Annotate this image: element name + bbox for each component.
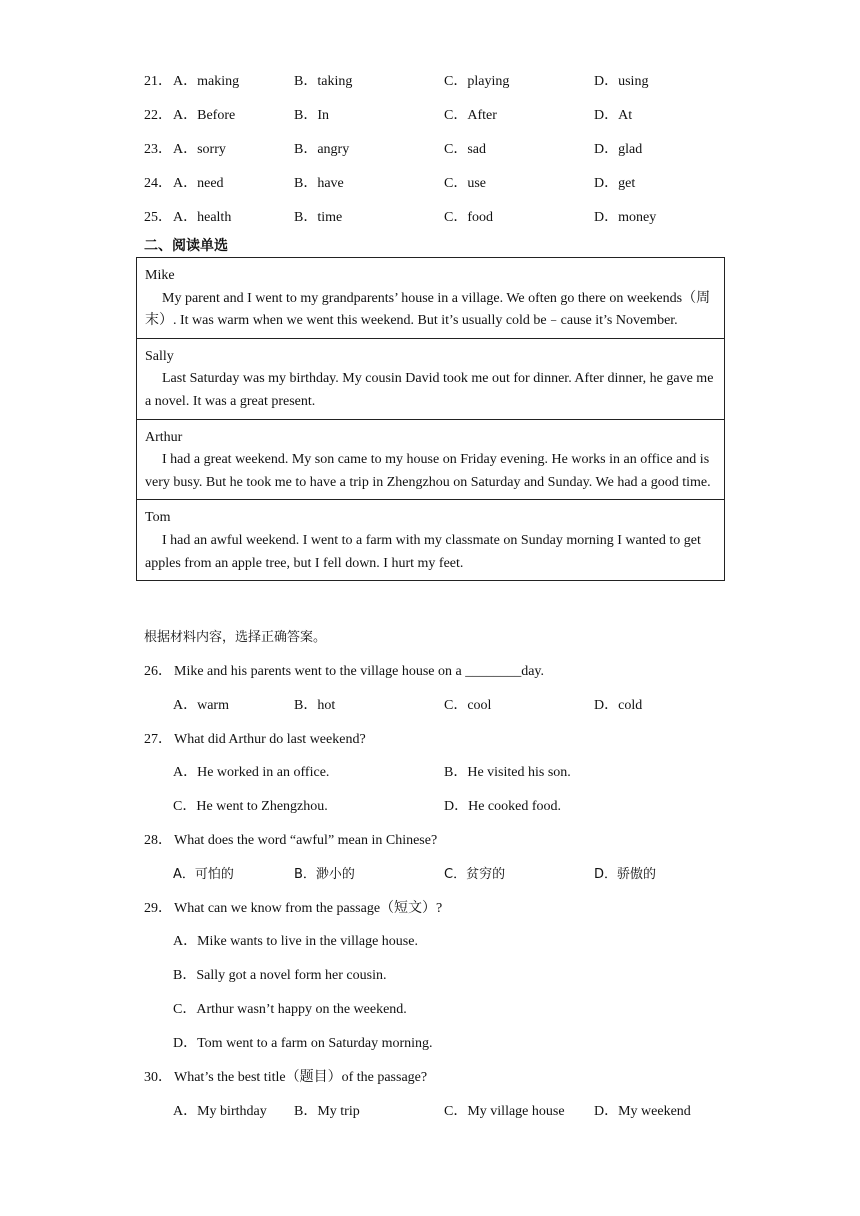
option-d: D．money — [594, 210, 657, 225]
passage-speaker: Arthur — [145, 429, 183, 445]
option-d: D．At — [594, 108, 633, 123]
question-number: 24． — [144, 176, 172, 191]
option-b: B．He visited his son. — [444, 765, 571, 780]
instruction-text: 根据材料内容，选择正确答案。 — [144, 630, 327, 645]
option-c: C．sad — [444, 142, 486, 157]
question-number: 25． — [144, 210, 172, 225]
question-number: 27． — [144, 732, 172, 747]
option-b: B．taking — [294, 74, 353, 89]
question-stem: What can we know from the passage（短文）? — [174, 901, 443, 916]
option-a: A．health — [173, 210, 232, 225]
question-stem: What’s the best title（题目）of the passage? — [174, 1070, 428, 1085]
question-stem: What did Arthur do last weekend? — [174, 732, 366, 747]
passage-text: My parent and I went to my grandparents’ house in a village. We often go there on weekends（周末）. It was warm when we went this weekend. But it’s usually cold be﹣cause it’s November. — [145, 290, 711, 329]
option-c: C．After — [444, 108, 497, 123]
passage-text: I had a great weekend. My son came to my house on Friday evening. He works in an office and is very busy. But he took me to have a trip in Zhengzhou on Saturday and Sunday. We had a good time. — [145, 452, 711, 490]
passage-text: Last Saturday was my birthday. My cousin David took me out for dinner. After dinner, he gave me a novel. It was a great present. — [145, 371, 714, 409]
option-a: A．Mike wants to live in the village house. — [173, 934, 418, 949]
option-d: D．Tom went to a farm on Saturday morning. — [173, 1036, 433, 1051]
option-b: B．time — [294, 210, 343, 225]
passage-text: I had an awful weekend. I went to a farm with my classmate on Sunday morning I wanted to get apples from an apple tree, but I fell down. I hurt my feet. — [145, 532, 701, 571]
option-d: D．glad — [594, 142, 643, 157]
option-a: A．making — [173, 74, 240, 89]
option-b: B．In — [294, 108, 329, 123]
question-number: 30． — [144, 1070, 172, 1085]
option-b: B．have — [294, 176, 344, 191]
passage-speaker: Sally — [145, 348, 174, 364]
option-d: D．骄傲的 — [594, 867, 657, 882]
option-a: A．need — [173, 176, 224, 191]
question-number: 22． — [144, 108, 172, 123]
option-d: D．My weekend — [594, 1104, 691, 1119]
passage-arthur — [137, 420, 724, 501]
option-c: C．He went to Zhengzhou. — [173, 799, 328, 814]
option-b: B．My trip — [294, 1104, 360, 1119]
option-d: D．using — [594, 74, 649, 89]
passage-table — [136, 257, 725, 581]
question-number: 23． — [144, 142, 172, 157]
option-c: C．Arthur wasn’t happy on the weekend. — [173, 1002, 407, 1017]
option-c: C．use — [444, 176, 486, 191]
passage-speaker: Mike — [145, 268, 175, 283]
question-number: 29． — [144, 901, 172, 916]
option-d: D．He cooked food. — [444, 799, 562, 814]
option-a: A．可怕的 — [173, 867, 234, 882]
passage-sally — [137, 339, 724, 420]
question-number: 26． — [144, 664, 172, 679]
option-c: C．playing — [444, 74, 510, 89]
passage-mike — [137, 258, 724, 339]
option-a: A．sorry — [173, 142, 226, 157]
option-a: A．Before — [173, 108, 236, 123]
option-d: D．cold — [594, 698, 643, 713]
section-title: 二、阅读单选 — [144, 238, 228, 254]
passage-speaker: Tom — [145, 510, 171, 526]
option-b: B．angry — [294, 142, 350, 157]
question-stem: What does the word “awful” mean in Chinese? — [174, 833, 438, 848]
option-c: C．贫穷的 — [444, 867, 506, 882]
option-c: C．food — [444, 210, 493, 225]
option-c: C．My village house — [444, 1104, 565, 1119]
question-number: 28． — [144, 833, 172, 848]
option-b: B．Sally got a novel form her cousin. — [173, 968, 387, 983]
option-b: B．hot — [294, 698, 336, 713]
option-a: A．warm — [173, 698, 229, 713]
question-number: 21． — [144, 74, 172, 89]
passage-tom — [137, 500, 724, 581]
option-d: D．get — [594, 176, 636, 191]
option-a: A．He worked in an office. — [173, 765, 330, 780]
question-stem: Mike and his parents went to the village house on a ________day. — [174, 664, 545, 679]
option-a: A．My birthday — [173, 1104, 267, 1119]
option-b: B．渺小的 — [294, 867, 355, 882]
option-c: C．cool — [444, 698, 492, 713]
